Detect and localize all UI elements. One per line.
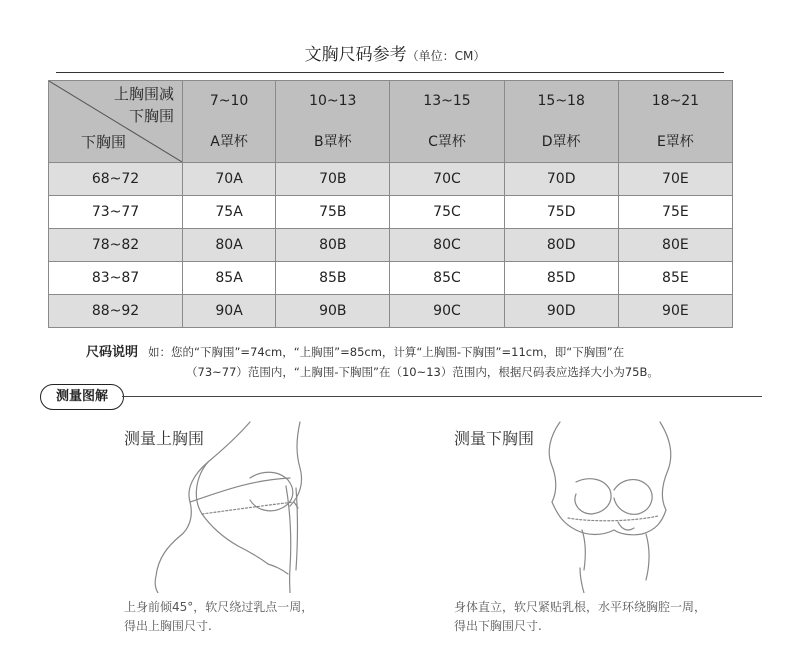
left-caption-line1: 上身前倾45°，软尺绕过乳点一周， [124, 600, 314, 614]
table-header-row [49, 81, 733, 163]
column-header [183, 81, 276, 163]
column-header [504, 81, 618, 163]
underbust-cell: 88~92 [49, 295, 183, 328]
size-cell: 90D [504, 295, 618, 328]
size-note-label: 尺码说明 [86, 345, 139, 360]
size-cell: 75B [276, 196, 390, 229]
size-cell: 70B [276, 163, 390, 196]
size-cell: 70D [504, 163, 618, 196]
column-cup: C罩杯 [428, 133, 466, 150]
size-cell: 90E [618, 295, 732, 328]
size-cell: 85A [183, 262, 276, 295]
underbust-cell: 73~77 [49, 196, 183, 229]
size-cell: 70A [183, 163, 276, 196]
measurement-section-label: 测量图解 [40, 384, 124, 410]
column-range: 13~15 [423, 92, 471, 109]
column-range: 15~18 [537, 92, 585, 109]
right-measure-title: 测量下胸围 [454, 429, 535, 448]
column-range: 18~21 [651, 92, 700, 109]
underbust-cell: 68~72 [49, 163, 183, 196]
size-note-line1: 如：您的“下胸围”=74cm，“上胸围”=85cm，计算“上胸围-下胸围”=11cm，即“下胸围”在 [148, 345, 625, 359]
corner-top-label [114, 83, 174, 127]
size-cell: 85E [618, 262, 732, 295]
corner-bottom-label: 下胸围 [81, 133, 127, 151]
chart-title [0, 40, 790, 65]
table-row [49, 295, 733, 328]
column-cup: A罩杯 [210, 133, 248, 150]
size-cell: 90A [183, 295, 276, 328]
upper-bust-illustration [150, 418, 370, 593]
underbust-cell: 83~87 [49, 262, 183, 295]
table-row [49, 229, 733, 262]
size-cell: 85C [390, 262, 504, 295]
column-header [390, 81, 504, 163]
size-note-line2: （73~77）范围内，“上胸围-下胸围”在（10~13）范围内，根据尺码表应选择大小为75B。 [186, 365, 659, 379]
table-row [49, 196, 733, 229]
size-cell: 80B [276, 229, 390, 262]
size-cell: 70C [390, 163, 504, 196]
right-caption [454, 598, 706, 636]
size-cell: 80E [618, 229, 732, 262]
column-cup: D罩杯 [541, 133, 581, 150]
corner-top-line1: 上胸围减 [113, 85, 174, 103]
size-cell: 80A [183, 229, 276, 262]
size-cell: 75D [504, 196, 618, 229]
right-caption-line2: 得出下胸围尺寸. [454, 619, 542, 633]
column-range: 7~10 [209, 92, 249, 109]
size-note [86, 341, 624, 360]
size-cell: 85D [504, 262, 618, 295]
size-cell: 80C [390, 229, 504, 262]
column-cup: B罩杯 [313, 133, 352, 150]
size-cell: 70E [618, 163, 732, 196]
left-caption-line2: 得出上胸围尺寸. [124, 619, 212, 633]
underbust-illustration [510, 418, 710, 593]
table-row [49, 262, 733, 295]
column-header [618, 81, 732, 163]
title-divider [56, 72, 724, 73]
section-divider [122, 395, 762, 398]
size-cell: 80D [504, 229, 618, 262]
column-range: 10~13 [309, 92, 357, 109]
right-caption-line1: 身体直立，软尺紧贴乳根，水平环绕胸腔一周， [454, 600, 707, 614]
size-cell: 75E [618, 196, 732, 229]
size-cell: 90C [390, 295, 504, 328]
left-caption [124, 598, 313, 636]
table-row [49, 163, 733, 196]
underbust-cell: 78~82 [49, 229, 183, 262]
column-cup: E罩杯 [656, 133, 694, 150]
left-measure-title: 测量上胸围 [124, 429, 205, 448]
size-cell: 85B [276, 262, 390, 295]
title-main: 文胸尺码参考 [304, 45, 407, 65]
title-unit: （单位：CM） [406, 49, 486, 63]
corner-header-cell [49, 81, 183, 163]
size-table [48, 80, 733, 328]
size-cell: 75C [390, 196, 504, 229]
column-header [276, 81, 390, 163]
corner-top-line2: 下胸围 [128, 107, 174, 125]
size-cell: 75A [183, 196, 276, 229]
size-cell: 90B [276, 295, 390, 328]
